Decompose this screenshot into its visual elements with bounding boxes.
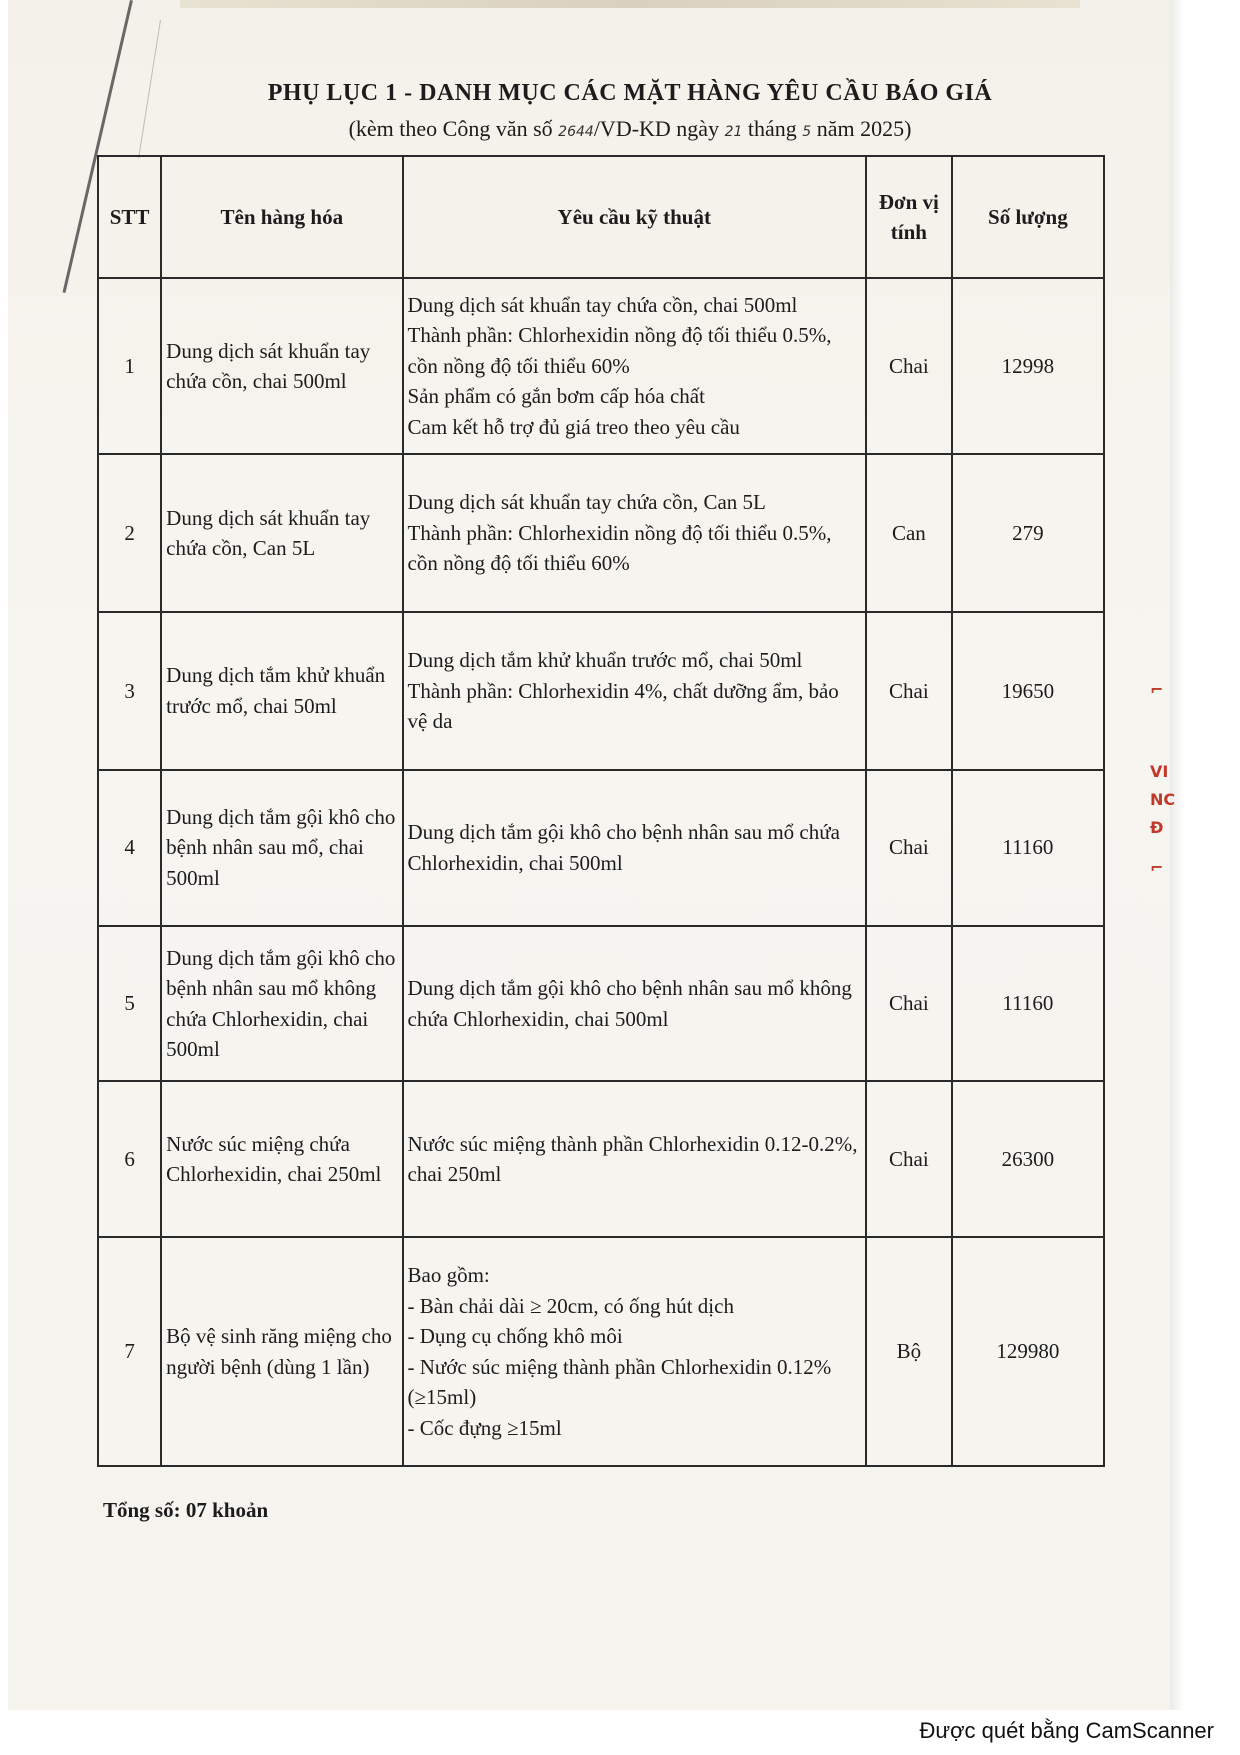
stamp-text-1: VI xyxy=(1150,762,1169,781)
spec-line: Thành phần: Chlorhexidin nồng độ tối thiểu 0.5%, cồn nồng độ tối thiểu 60% xyxy=(407,323,832,378)
cell-stt: 2 xyxy=(98,454,161,612)
table-row xyxy=(98,770,1104,926)
spec-line: Thành phần: Chlorhexidin nồng độ tối thiểu 0.5%, cồn nồng độ tối thiểu 60% xyxy=(407,520,832,576)
cell-name: Nước súc miệng chứa Chlorhexidin, chai 250ml xyxy=(161,1081,402,1237)
stamp-fragment xyxy=(1150,680,1180,910)
spec-line: Dung dịch sát khuẩn tay chứa cồn, Can 5L xyxy=(407,490,766,515)
stamp-bracket-icon: ⌐ xyxy=(1150,680,1164,699)
cell-name: Bộ vệ sinh răng miệng cho người bệnh (dùng 1 lần) xyxy=(161,1237,402,1466)
spec-line: Dung dịch sát khuẩn tay chứa cồn, chai 500ml xyxy=(407,292,798,317)
cell-qty: 26300 xyxy=(952,1081,1104,1237)
cell-unit: Chai xyxy=(866,278,952,454)
cell-spec xyxy=(403,454,867,612)
spec-line: Bao gồm: xyxy=(407,1263,490,1288)
cell-spec xyxy=(403,770,867,926)
cell-unit: Can xyxy=(866,454,952,612)
table-row xyxy=(98,278,1104,454)
spec-line: - Dụng cụ chống khô môi xyxy=(407,1324,623,1349)
spec-line: Dung dịch tắm khử khuẩn trước mổ, chai 50ml xyxy=(407,648,803,673)
handwritten-month: 5 xyxy=(802,124,812,140)
stamp-bracket-icon: ⌐ xyxy=(1150,858,1164,877)
cell-spec xyxy=(403,278,867,454)
cell-stt: 5 xyxy=(98,926,161,1082)
paper-edge-strip xyxy=(180,0,1080,8)
subtitle-doc-code: /VD-KD ngày xyxy=(593,116,720,141)
header-unit-line2: tính xyxy=(890,220,927,244)
table-row xyxy=(98,612,1104,770)
cell-unit: Chai xyxy=(866,926,952,1082)
cell-spec xyxy=(403,612,867,770)
table-row xyxy=(98,454,1104,612)
cell-qty: 279 xyxy=(952,454,1104,612)
table-row xyxy=(98,1237,1104,1466)
cell-stt: 7 xyxy=(98,1237,161,1466)
items-table xyxy=(97,155,1105,1467)
cell-unit: Bộ xyxy=(866,1237,952,1466)
subtitle-year: năm 2025) xyxy=(816,116,912,141)
table-header-row xyxy=(98,156,1104,278)
cell-spec xyxy=(403,1237,867,1466)
spec-line: - Nước súc miệng thành phần Chlorhexidin 0.12% (≥15ml) xyxy=(407,1354,832,1410)
cell-name: Dung dịch tắm gội khô cho bệnh nhân sau mổ không chứa Chlorhexidin, chai 500ml xyxy=(161,926,402,1082)
spec-line: Cam kết hỗ trợ đủ giá treo theo yêu cầu xyxy=(407,414,740,439)
subtitle-prefix: (kèm theo Công văn số xyxy=(348,116,553,141)
cell-qty: 11160 xyxy=(952,770,1104,926)
handwritten-day: 21 xyxy=(724,124,743,140)
header-qty: Số lượng xyxy=(952,156,1104,278)
cell-qty: 11160 xyxy=(952,926,1104,1082)
total-count: Tổng số: 07 khoản xyxy=(103,1498,269,1522)
handwritten-doc-number: 2644 xyxy=(558,124,594,140)
stamp-text-3: Đ xyxy=(1150,818,1164,837)
spec-line: Thành phần: Chlorhexidin 4%, chất dưỡng ẩm, bảo vệ da xyxy=(407,678,839,734)
cell-name: Dung dịch tắm khử khuẩn trước mổ, chai 50ml xyxy=(161,612,402,770)
camscanner-watermark: Được quét bằng CamScanner xyxy=(919,1718,1214,1743)
cell-name: Dung dịch tắm gội khô cho bệnh nhân sau mổ, chai 500ml xyxy=(161,770,402,926)
spec-line: Nước súc miệng thành phần Chlorhexidin 0.12-0.2%, chai 250ml xyxy=(407,1131,858,1187)
spec-line: Sản phẩm có gắn bơm cấp hóa chất xyxy=(407,384,705,409)
cell-unit: Chai xyxy=(866,612,952,770)
cell-stt: 1 xyxy=(98,278,161,454)
cell-name: Dung dịch sát khuẩn tay chứa cồn, chai 500ml xyxy=(161,278,402,454)
header-spec: Yêu cầu kỹ thuật xyxy=(403,156,867,278)
spec-line: Dung dịch tắm gội khô cho bệnh nhân sau mổ không chứa Chlorhexidin, chai 500ml xyxy=(407,976,852,1031)
cell-spec xyxy=(403,1081,867,1237)
cell-spec xyxy=(403,926,867,1082)
spec-line: - Bàn chải dài ≥ 20cm, có ống hút dịch xyxy=(407,1293,734,1318)
cell-unit: Chai xyxy=(866,770,952,926)
cell-stt: 3 xyxy=(98,612,161,770)
cell-name: Dung dịch sát khuẩn tay chứa cồn, Can 5L xyxy=(161,454,402,612)
table-row xyxy=(98,1081,1104,1237)
spec-line: - Cốc đựng ≥15ml xyxy=(407,1415,562,1440)
header-name: Tên hàng hóa xyxy=(161,156,402,278)
header-stt: STT xyxy=(98,156,161,278)
header-unit xyxy=(866,156,952,278)
cell-qty: 19650 xyxy=(952,612,1104,770)
document-subtitle xyxy=(130,116,1130,142)
spec-line: Dung dịch tắm gội khô cho bệnh nhân sau mổ chứa Chlorhexidin, chai 500ml xyxy=(407,820,840,875)
cell-unit: Chai xyxy=(866,1081,952,1237)
cell-stt: 4 xyxy=(98,770,161,926)
subtitle-month-label: tháng xyxy=(747,116,797,141)
cell-stt: 6 xyxy=(98,1081,161,1237)
table-row xyxy=(98,926,1104,1082)
cell-qty: 12998 xyxy=(952,278,1104,454)
stamp-text-2: NC xyxy=(1150,790,1176,809)
header-unit-line1: Đơn vị xyxy=(878,189,939,214)
cell-qty: 129980 xyxy=(952,1237,1104,1466)
document-title: PHỤ LỤC 1 - DANH MỤC CÁC MẶT HÀNG YÊU CẦU BÁO GIÁ xyxy=(267,80,993,106)
